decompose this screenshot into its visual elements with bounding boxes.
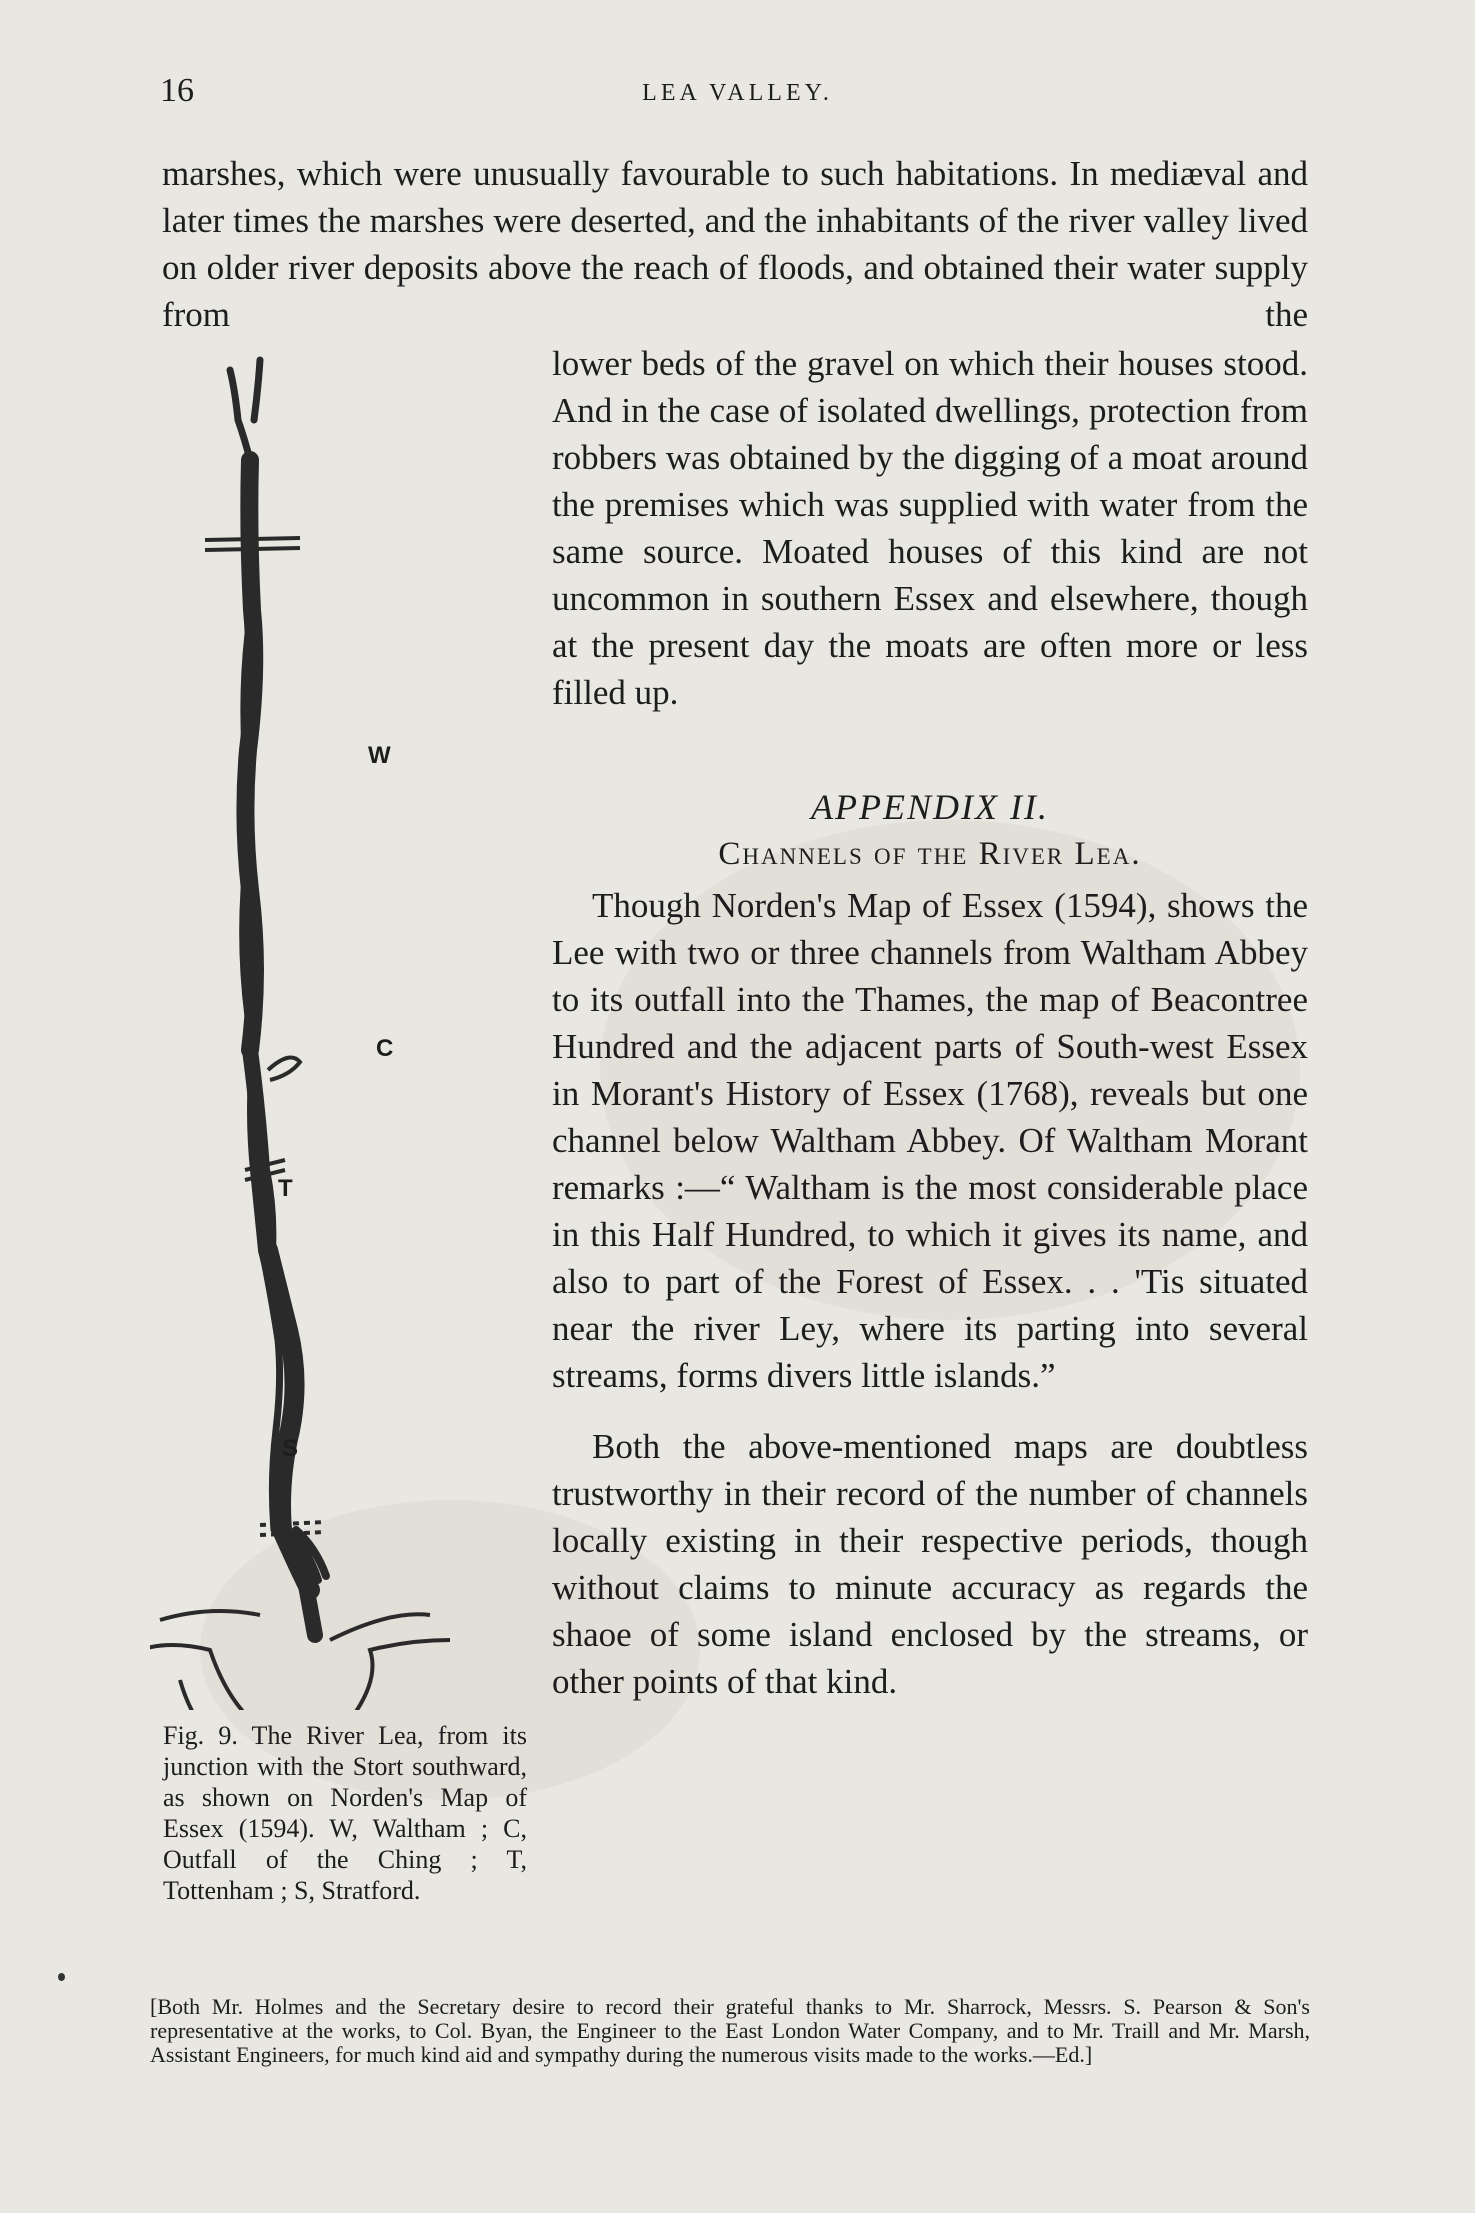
footnote: [Both Mr. Holmes and the Secretary desire to record their grateful thanks to Mr. Sharrock, Messrs. S. Pearson & Son's representative at the works, to Col. Byan, the Engineer to the East London Water Company, and to Mr. Traill and Mr. Marsh, Assistant Engineers, for much kind aid and sympathy during the numerous visits made to the works.—Ed.] xyxy=(150,1994,1310,2067)
body-paragraph-1: Though Norden's Map of Essex (1594), shows the Lee with two or three channels from Waltham Abbey to its outfall into the Thames, the map of Beacontree Hundred and the adjacent parts of South-west Essex in Morant's History of Essex (1768), reveals but one channel below Waltham Abbey. Of Waltham Morant remarks :—“ Waltham is the most considerable place in this Half Hundred, to which it gives its name, and also to part of the Forest of Essex. . . 'Tis situated near the river Ley, where its parting into several streams, forms divers little islands.” xyxy=(552,886,1308,1395)
figure-caption: Fig. 9. The River Lea, from its junction with the Stort southward, as shown on Norden's Map of Essex (1594). W, Waltham ; C, Outfall of the Ching ; T, Tottenham ; S, Stratford. xyxy=(163,1721,527,1905)
label-tottenham: T xyxy=(278,1175,293,1202)
opening-continuation: lower beds of the gravel on which their houses stood. And in the case of isolated dwellings, protection from robbers was obtained by the digging of a moat around the premises which was supplied with water from the same source. Moated houses of this kind are not uncommon in southern Essex and elsewhere, though at the present day the moats are often more or less filled up. xyxy=(552,344,1308,712)
label-stratford: S xyxy=(282,1435,299,1462)
body-paragraph-2: Both the above-mentioned maps are doubtless trustworthy in their record of the number of channels locally existing in their respective periods, though without claims to minute accuracy as regards the shaoe of some island enclosed by the streams, or other points of that kind. xyxy=(552,1427,1308,1701)
page-number: 16 xyxy=(160,72,194,109)
appendix-title: APPENDIX II. xyxy=(811,787,1049,827)
running-title: LEA VALLEY. xyxy=(642,80,833,106)
river-map-drawing xyxy=(150,350,510,1710)
label-waltham: W xyxy=(368,742,391,769)
label-ching: C xyxy=(376,1035,394,1062)
appendix-subtitle: Channels of the River Lea. xyxy=(718,836,1142,872)
opening-paragraph: marshes, which were unusually favourable to such habitations. In mediæval and later times the marshes were deserted, and the inhabitants of the river valley lived on older river deposits above the reach of floods, and obtained their water supply from the xyxy=(162,154,1308,334)
right-column xyxy=(552,340,1308,1705)
ink-speck xyxy=(58,1973,65,1981)
river-lea-figure xyxy=(150,350,510,1710)
